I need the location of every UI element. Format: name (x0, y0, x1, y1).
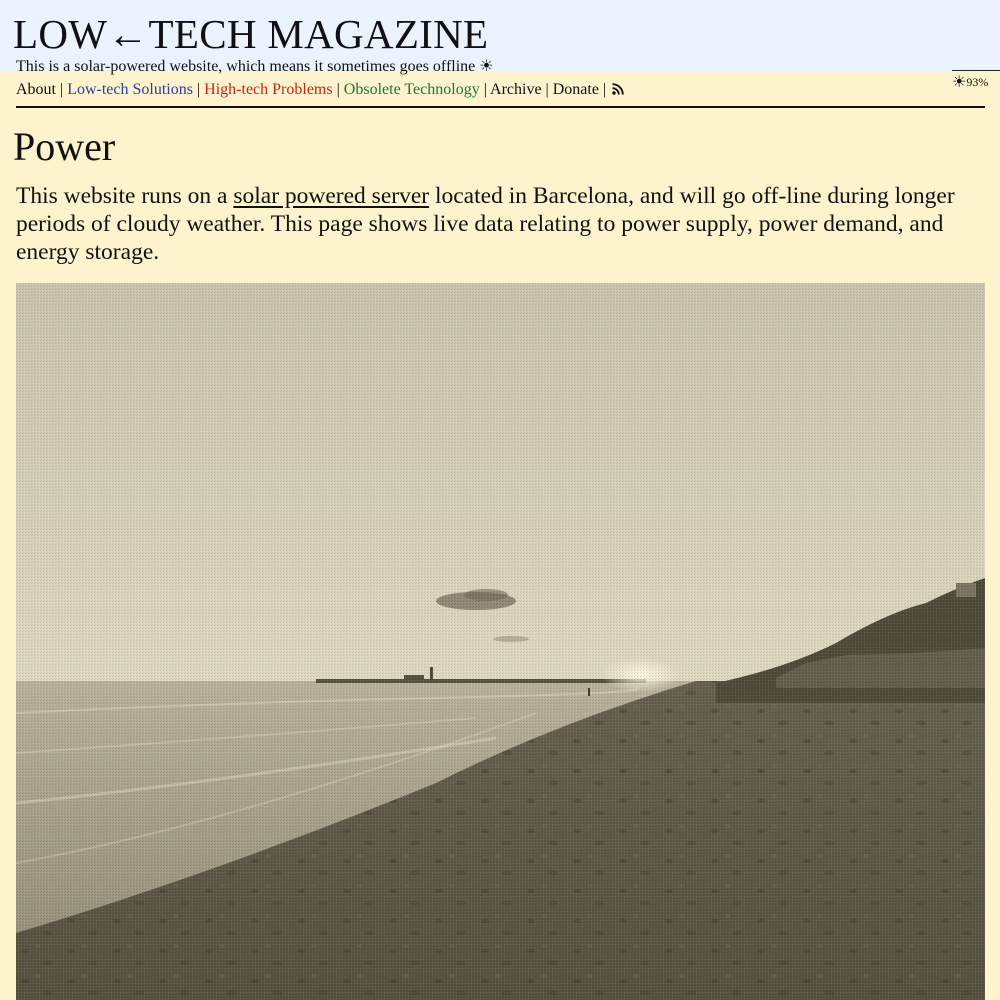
nav-separator: | (336, 81, 340, 98)
intro-paragraph (16, 182, 976, 266)
intro-text-end: located in Barcelona, and will go off-line during longer periods of cloudy weather. This page shows live data relating to power supply, power demand, and energy storage. (16, 183, 955, 265)
header-divider (16, 106, 985, 108)
battery-indicator (952, 70, 1000, 93)
beach-photo (16, 283, 985, 1000)
sun-icon: ☀ (952, 74, 967, 91)
page-title: Power (13, 124, 116, 169)
intro-text-start: This website runs on a (16, 183, 234, 209)
nav-separator: | (545, 81, 549, 98)
nav-separator: | (483, 81, 487, 98)
nav-separator: | (602, 81, 607, 98)
solar-tagline (16, 57, 494, 77)
nav-about[interactable]: About (16, 81, 56, 98)
sun-icon: ☀ (479, 58, 494, 75)
rss-icon (612, 83, 624, 95)
rss-feed-link[interactable] (610, 81, 624, 98)
battery-level: 93% (966, 75, 989, 89)
nav-separator: | (60, 81, 64, 98)
main-nav (16, 80, 624, 100)
nav-obsolete-technology[interactable]: Obsolete Technology (343, 81, 480, 98)
beach-photo-image (16, 283, 985, 1000)
nav-high-tech-problems[interactable]: High-tech Problems (204, 81, 333, 98)
nav-donate[interactable]: Donate (552, 81, 599, 98)
nav-low-tech-solutions[interactable]: Low-tech Solutions (67, 81, 193, 98)
tagline-text: This is a solar-powered website, which means it sometimes goes offline (16, 58, 476, 75)
solar-server-link[interactable]: solar powered server (233, 183, 430, 209)
nav-archive[interactable]: Archive (490, 81, 542, 98)
nav-separator: | (196, 81, 201, 98)
site-title[interactable]: LOW←TECH MAGAZINE (13, 11, 489, 57)
